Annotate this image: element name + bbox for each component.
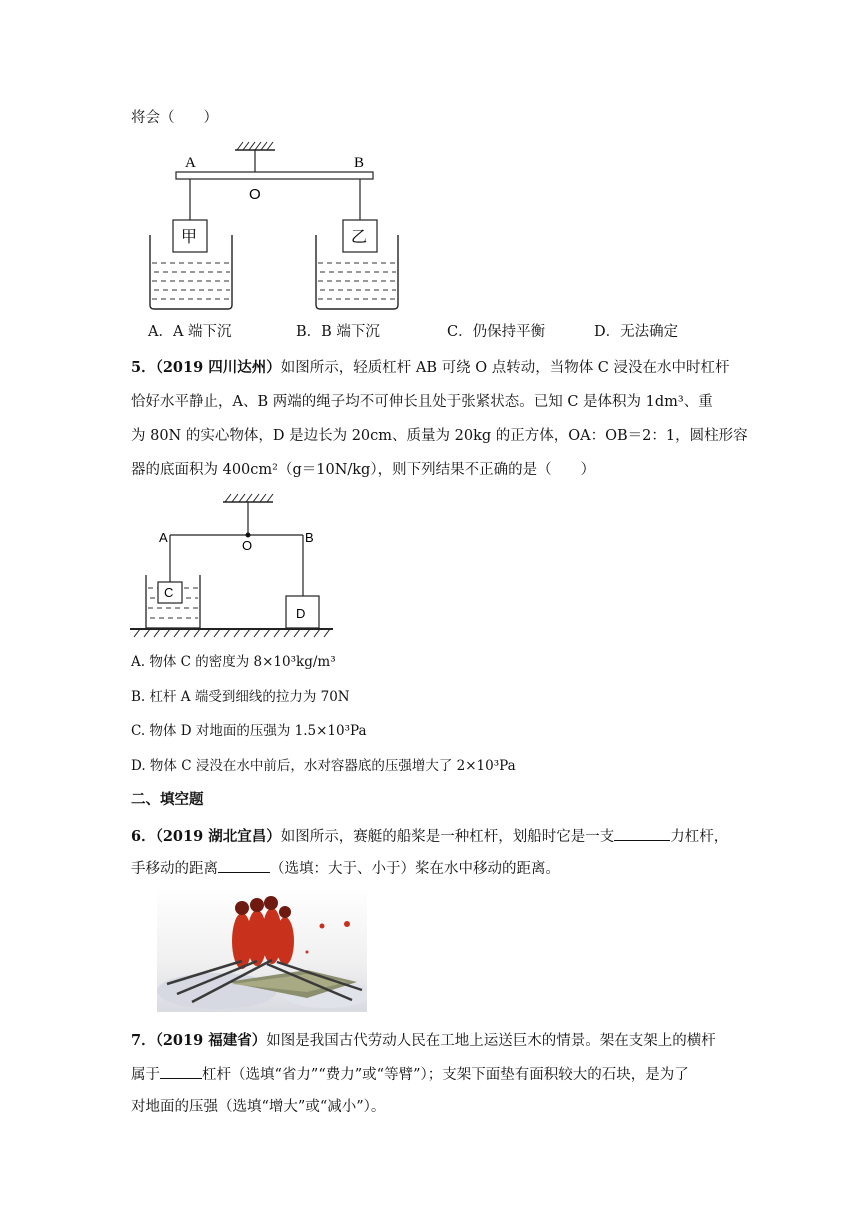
q5-line-2: 恰好水平静止，A、B 两端的绳子均不可伸长且处于张紧状态。已知 C 是体积为 1dm³、重 — [131, 394, 713, 410]
q7-blank-1 — [160, 1064, 202, 1079]
label-d: D — [296, 606, 306, 621]
q5-line-1 — [131, 358, 730, 378]
label-b: B — [305, 530, 314, 545]
q5-number: 5． — [131, 359, 156, 376]
q6-blank-1 — [614, 826, 670, 841]
q5-option-d: D. 物体 C 浸没在水中前后，水对容器底的压强增大了 2×10³Pa — [131, 758, 516, 774]
box-yi-label: 乙 — [351, 227, 368, 246]
q6-line-1 — [131, 826, 728, 847]
q4-option-a: A．A 端下沉 — [148, 324, 232, 340]
q7-line-3: 对地面的压强（选填“增大”或“减小”）。 — [131, 1099, 386, 1115]
label-c: C — [164, 585, 174, 600]
lever-cd-figure — [128, 490, 338, 640]
q6-text-1a: 如图所示，赛艇的船桨是一种杠杆，划船时它是一支 — [280, 829, 615, 845]
q7-number: 7． — [131, 1032, 156, 1049]
q7-text-1: 如图是我国古代劳动人民在工地上运送巨木的情景。架在支架上的横杆 — [266, 1033, 716, 1049]
q5-text-1: 如图所示，轻质杠杆 AB 可绕 O 点转动，当物体 C 浸没在水中时杠杆 — [280, 360, 730, 376]
q5-option-b: B. 杠杆 A 端受到细线的拉力为 70N — [131, 689, 350, 705]
q7-text-2b: 杠杆（选填“省力”“费力”或“等臂”）；支架下面垫有面积较大的石块，是为了 — [202, 1067, 689, 1083]
section-heading: 二、填空题 — [131, 791, 204, 808]
label-b: B — [354, 155, 365, 171]
question-continuation: 将会（ ） — [131, 110, 218, 126]
label-o: O — [249, 186, 261, 203]
q7-text-2a: 属于 — [131, 1067, 160, 1083]
q6-number: 6． — [131, 828, 156, 845]
q6-source: （2019 湖北宜昌） — [155, 828, 281, 845]
q7-line-2 — [131, 1064, 689, 1085]
q5-source: （2019 四川达州） — [155, 359, 281, 376]
label-a: A — [159, 530, 168, 545]
rowing-photo — [157, 886, 367, 1012]
q5-option-a: A. 物体 C 的密度为 8×10³kg/m³ — [131, 654, 336, 670]
q6-text-1b: 力杠杆， — [670, 829, 729, 845]
q6-blank-2 — [218, 858, 270, 873]
label-a: A — [185, 155, 196, 171]
lever-balance-figure — [140, 135, 400, 315]
q4-option-d: D．无法确定 — [594, 324, 679, 340]
q5-line-3: 为 80N 的实心物体，D 是边长为 20cm、质量为 20kg 的正方体，OA：OB＝2：1，圆柱形容 — [131, 428, 748, 444]
q7-source: （2019 福建省） — [155, 1032, 267, 1049]
q6-line-2 — [131, 858, 560, 879]
q5-option-c: C. 物体 D 对地面的压强为 1.5×10³Pa — [131, 723, 367, 739]
q7-line-1 — [131, 1031, 716, 1051]
q6-text-2b: （选填：大于、小于）桨在水中移动的距离。 — [270, 861, 560, 877]
box-jia-label: 甲 — [181, 227, 198, 246]
q4-option-c: C．仍保持平衡 — [447, 324, 546, 340]
label-o: O — [242, 538, 253, 553]
q4-option-b: B．B 端下沉 — [296, 324, 380, 340]
q6-text-2a: 手移动的距离 — [131, 861, 218, 877]
q5-line-4: 器的底面积为 400cm²（g＝10N/kg），则下列结果不正确的是（ ） — [131, 462, 596, 478]
